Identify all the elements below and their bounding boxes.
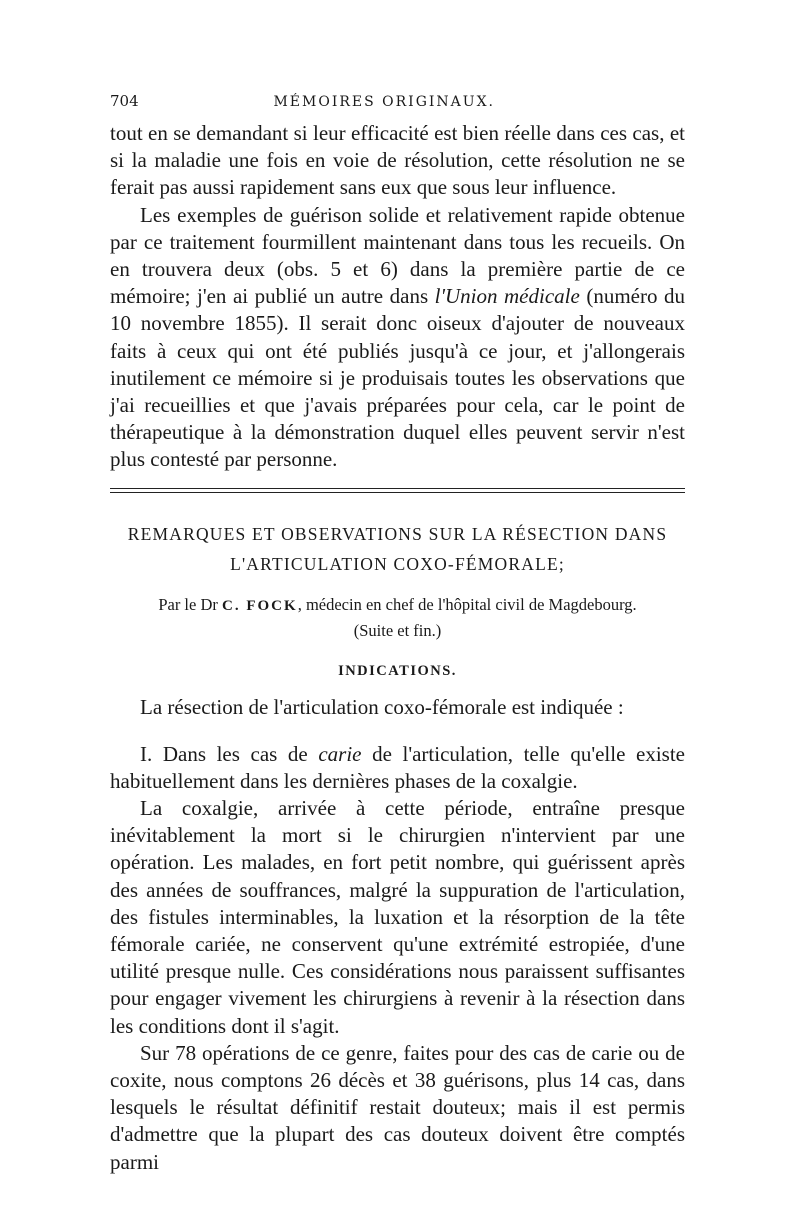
section-divider — [110, 488, 685, 493]
indications-lead: La résection de l'articulation coxo-fémorale est indiquée : — [140, 694, 624, 719]
running-title: MÉMOIRES ORIGINAUX. — [273, 94, 495, 110]
divider-line-bottom — [110, 492, 685, 493]
item1-text-b: de l'articulation, telle qu'elle existe habituellement dans les dernières phases de la coxalgie. — [110, 741, 685, 793]
page-number: 704 — [110, 92, 139, 110]
coxalgie-paragraph: La coxalgie, arrivée à cette période, entraîne presque inévitablement la mort si le chirurgien n'intervient par une opération. Les malades, en fort petit nombre, qui guérissent après des années de souffrances, malgré la suppuration de l'articulation, des fistules interminables, la luxation et la résorption de la tête fémorale cariée, ne conservent qu'une extrémité estropiée, d'une utilité presque nulle. Ces considérations nous paraissent suffisantes pour engager vivement les chirurgiens à revenir à la résection dans les conditions dont il s'agit. — [110, 796, 685, 1038]
statistics-paragraph: Sur 78 opérations de ce genre, faites pour des cas de carie ou de coxite, nous comptons 26 décès et 38 guérisons, plus 14 cas, dans lesquels le résultat définitif restait douteux; mais il est permis d'admettre que la plupart des cas douteux doivent être comptés parmi — [110, 1040, 685, 1174]
author-name: C. FOCK — [222, 597, 298, 614]
running-header — [110, 92, 685, 120]
article-title-line-1: REMARQUES ET OBSERVATIONS SUR LA RÉSECTION DANS — [127, 523, 668, 544]
page — [110, 92, 685, 1176]
intro-paragraph-1: tout en se demandant si leur efficacité est bien réelle dans ces cas, et si la maladie une fois en voie de résolution, cette résolution ne se ferait pas aussi rapidement sans eux que sous leur influence. — [110, 121, 685, 200]
divider-line-top — [110, 488, 685, 489]
item1-text-a: I. Dans les cas de — [140, 741, 319, 766]
intro-text-a: Les exemples de guérison solide et relativement rapide obtenue par ce traitement fourmillent maintenant dans tous les recueils. On en trouvera deux (obs. 5 et 6) dans la première partie de ce mémoire; j'en ai publié un autre dans — [110, 202, 685, 309]
byline — [110, 595, 685, 615]
byline-prefix: Par le Dr — [158, 594, 218, 614]
byline-suffix: , médecin en chef de l'hôpital civil de Magdebourg. — [297, 594, 637, 614]
journal-title: l'Union médicale — [434, 284, 580, 309]
item1-emphasis: carie — [318, 741, 362, 766]
intro-paragraph-2 — [110, 202, 685, 474]
section-heading: INDICATIONS. — [338, 662, 457, 679]
article-title-line-2: L'ARTICULATION COXO-FÉMORALE; — [230, 553, 565, 574]
continuation-note: (Suite et fin.) — [353, 620, 442, 640]
indication-item-1 — [110, 741, 685, 795]
intro-text-b: (numéro du 10 novembre 1855). Il serait donc oiseux d'ajouter de nouveaux faits à ceux qui ont été publiés jusqu'à ce jour, et j'allongerais inutilement ce mémoire si je produisais toutes les observations que j'ai recueillies et que j'avais préparées pour cela, car le point de thérapeutique à la démonstration duquel elles peuvent servir n'est plus contesté par personne. — [110, 284, 685, 472]
